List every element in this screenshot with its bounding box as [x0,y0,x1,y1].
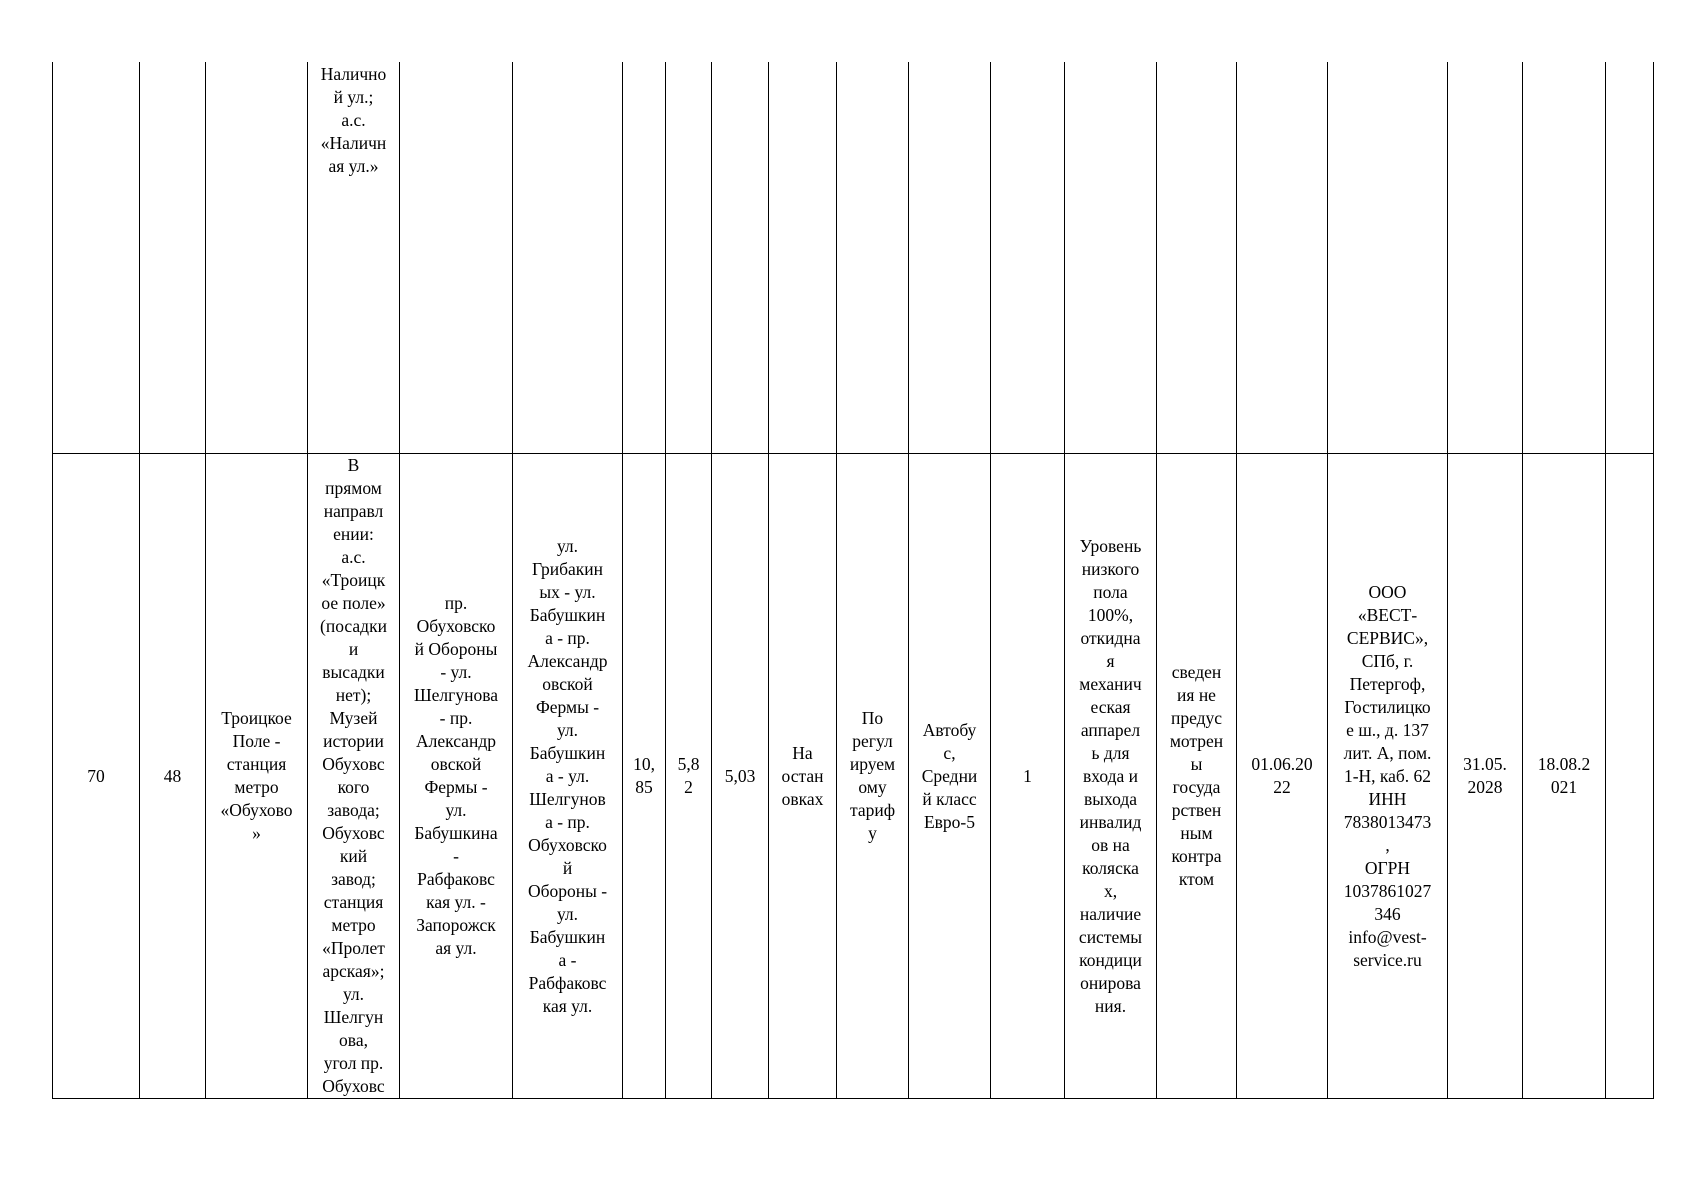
cell-vehicle-count [991,454,1065,1099]
cell-carrier-top [1328,62,1448,454]
cell-stops-fragment [308,62,400,454]
cell-notes-top [1606,62,1654,454]
stops-fragment-text: Налично й ул.; а.с. «Наличн ая ул.» [320,64,387,176]
cell-streets-backward [513,454,623,1099]
vehicle-text: Автобу с, Средни й класс Евро-5 [921,719,978,832]
cell-contract-info [1157,454,1237,1099]
route-number-text: 48 [163,765,182,786]
cell-streets-forward [400,454,513,1099]
cell-streets-forward-top [400,62,513,454]
vehicle-features-text: Уровень низкого пола 100%, откидна я механич еская аппарел ь для входа и выхода инвалид ов на коляска х, наличие системы кондици онирова ния. [1078,535,1143,1016]
route-registry-table [52,62,1654,1099]
cell-route-name [206,454,308,1099]
length-total-text: 10, 85 [633,754,655,797]
cell-vehicle-features-top [1065,62,1157,454]
cell-route-number-top [140,62,206,454]
carrier-text: ООО «ВЕСТ- СЕРВИС», СПб, г. Петергоф, Гостилицко е ш., д. 137 лит. А, пом. 1-Н, каб. 62 ИНН 7838013473 , ОГРН 1037861027 346 info@vest- service.ru [1343,581,1432,970]
cell-boarding-order [769,454,837,1099]
streets-forward-text: пр. Обуховско й Обороны - ул. Шелгунова - пр. Александр овской Фермы - ул. Бабушкина - Рабфаковс кая ул. - Запорожск ая ул. [414,593,498,958]
cell-end-date-top [1448,62,1523,454]
stops-text: В прямом направл ении: а.с. «Троицк ое поле» (посадки и высадки нет); Музей истории Обуховс кого завода; Обуховс кий завод; станция метро «Пролет арская»; ул. Шелгун ова, угол пр. Обуховс [320,455,387,1096]
contract-info-text: сведен ия не предус мотрен ы госуда рствен ным контра ктом [1169,662,1224,889]
cell-length-backward [712,454,769,1099]
cell-carrier [1328,454,1448,1099]
table-row [53,62,1654,454]
tariff-type-text: По регул ируем ому тариф у [849,708,896,843]
cell-length-backward-top [712,62,769,454]
cell-length-total-top [623,62,666,454]
table-row [53,454,1654,1099]
cell-start-date-top [1237,62,1328,454]
cell-vehicle-count-top [991,62,1065,454]
cell-vehicle [909,454,991,1099]
cell-end-date [1448,454,1523,1099]
cell-tariff-type-top [837,62,909,454]
length-forward-text: 5,8 2 [677,754,700,797]
reg-number-text: 70 [87,765,105,786]
cell-start-date [1237,454,1328,1099]
cell-route-name-top [206,62,308,454]
cell-issue-date-top [1523,62,1606,454]
cell-length-total [623,454,666,1099]
cell-vehicle-features [1065,454,1157,1099]
route-name-text: Троицкое Поле - станция метро «Обухово » [220,708,293,843]
start-date-text: 01.06.20 22 [1251,754,1313,797]
cell-vehicle-top [909,62,991,454]
length-backward-text: 5,03 [724,765,756,786]
cell-length-forward-top [666,62,712,454]
issue-date-text: 18.08.2 021 [1537,754,1591,797]
cell-boarding-order-top [769,62,837,454]
cell-reg-number [53,454,140,1099]
cell-stops [308,454,400,1099]
cell-tariff-type [837,454,909,1099]
boarding-order-text: На остан овках [781,742,824,809]
cell-route-number [140,454,206,1099]
end-date-text: 31.05. 2028 [1463,754,1507,797]
cell-streets-backward-top [513,62,623,454]
cell-reg-number-top [53,62,140,454]
vehicle-count-text: 1 [1023,765,1032,786]
cell-contract-info-top [1157,62,1237,454]
cell-notes [1606,454,1654,1099]
cell-issue-date [1523,454,1606,1099]
streets-backward-text: ул. Грибакин ых - ул. Бабушкин а - пр. Александр овской Фермы - ул. Бабушкин а - ул. Шелгунов а - пр. Обуховско й Обороны - ул. Бабушкин а - Рабфаковс кая ул. [527,535,608,1016]
cell-length-forward [666,454,712,1099]
